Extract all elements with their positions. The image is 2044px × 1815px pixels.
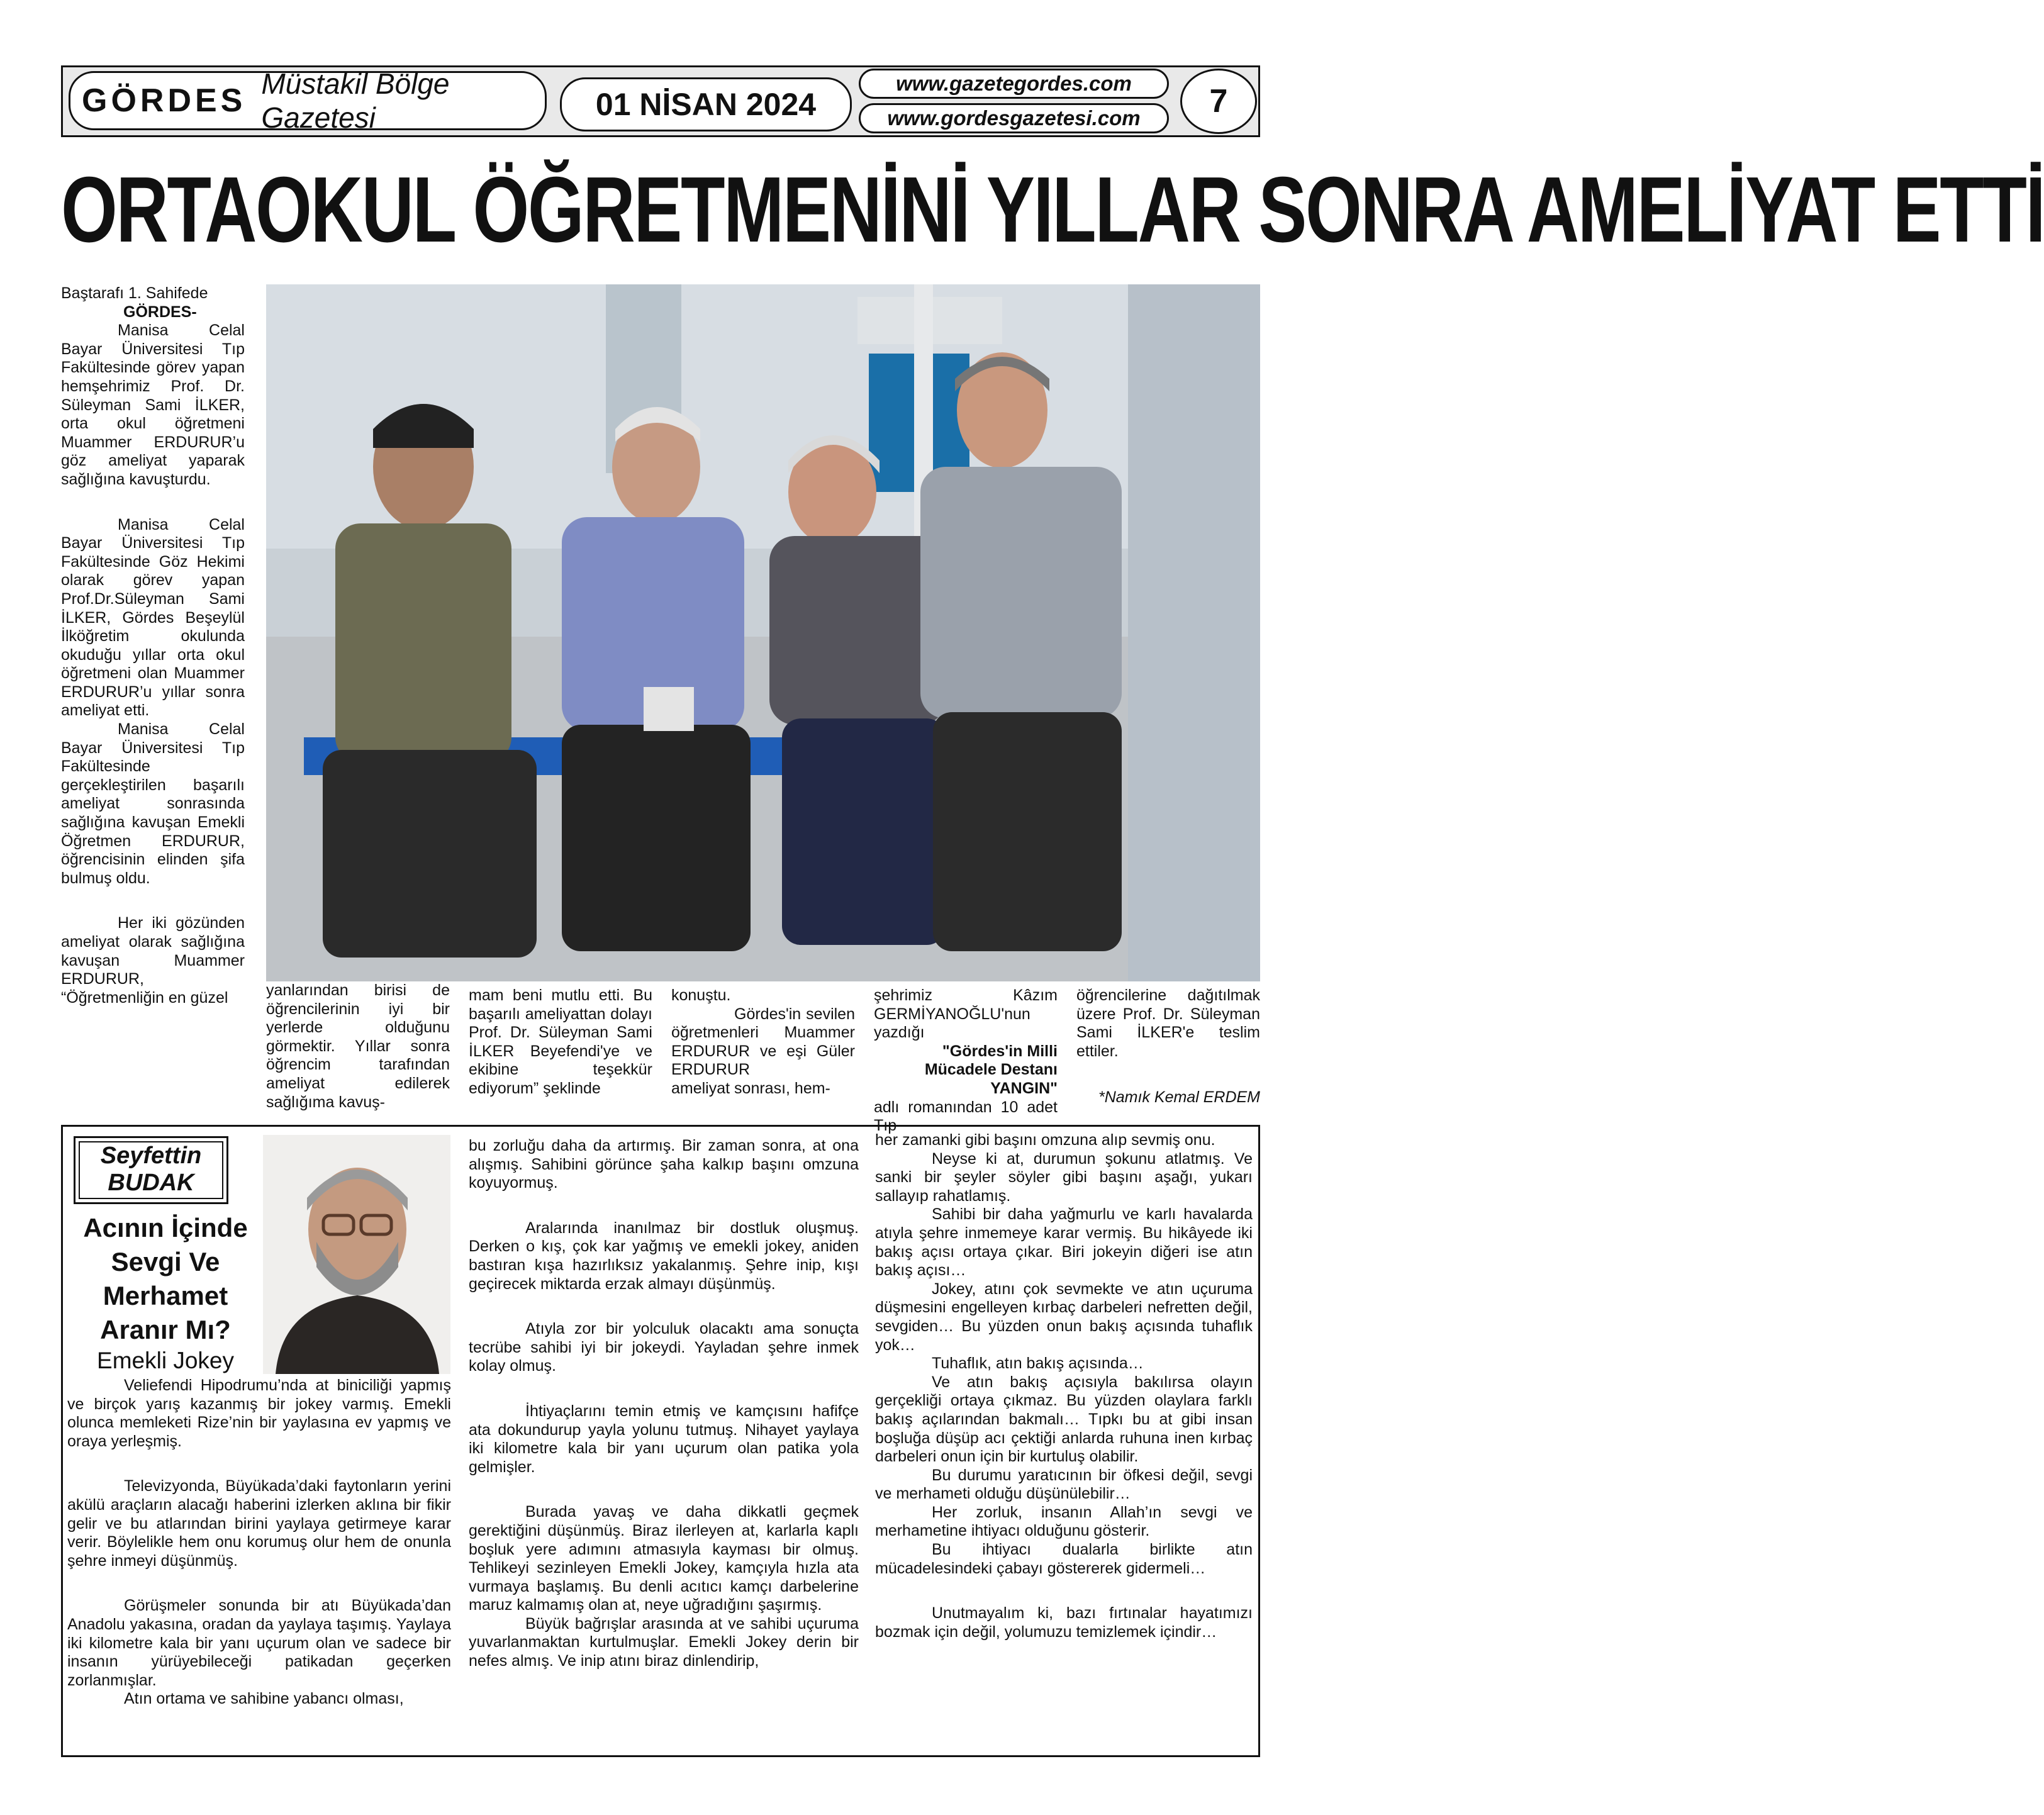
column-paragraph: Büyük bağrışlar arasında at ve sahibi uçuruma yuvarlanmaktan kurtulmuşlar. Emekli Jokey derin bir nefes almış. Ve inip atını biraz dinlendirip, (469, 1614, 859, 1670)
column-paragraph: Görüşmeler sonunda bir atı Büyükada’dan Anadolu yakasına, oradan da yaylaya taşımış. Yaylaya iki kilometre kala bir yanı uçurum olan ve sadece bir insanın yürüyebileceği patikadan geçerken zorlanmışlar. (67, 1597, 451, 1689)
article-paragraph: Her iki gözünden ameliyat olarak sağlığına kavuşan Muammer ERDURUR, “Öğretmenliğin en güzel (61, 914, 245, 1007)
columnist-first-name: Seyfettin (100, 1142, 202, 1169)
column-paragraph: Burada yavaş ve daha dikkatli geçmek gerektiğini düşünmüş. Biraz ilerleyen at, karlarla kaplı boşluk yere adımını atmasıyla kayması bir olmuş. Tehlikeyi sezinleyen Emekli Jokey, kamçıyla hızla ata vurmaya başlamış. Bu denli acıtıcı kamçı darbelerine maruz kalmamış olan at, neye uğradığını şaşırmış. (469, 1503, 859, 1614)
website-link-1[interactable]: www.gazetegordes.com (859, 69, 1169, 99)
column-paragraph: Atın ortama ve sahibine yabancı olması, (124, 1690, 404, 1708)
column-paragraph: Her zorluk, insanın Allah’ın sevgi ve merhametine ihtiyacı olduğunu gösterir. (875, 1503, 1253, 1540)
column-paragraph: Televizyonda, Büyükada’daki faytonların yerini akülü araçların alacağı haberini izlerken aklına bir fikir gelir ve bu atlarından birini yaylaya getirmeye karar verir. Böylelikle hem onu korumuş olur hem de onunla şehre inmeyi düşünmüş. (67, 1477, 451, 1570)
article-paragraph: şehrimiz Kâzım GERMİYANOĞLU'nun yazdığı (874, 986, 1058, 1042)
column-paragraph: Neyse ki at, durumun şokunu atlatmış. Ve sanki bir şeyler söyler gibi başını aşağı, yukarı sallayıp rahatlamış. (875, 1149, 1253, 1205)
columnist-last-name: BUDAK (108, 1170, 194, 1196)
column-paragraph: Unutmayalım ki, bazı fırtınalar hayatımızı bozmak için değil, yolumuzu temizlemek içindir… (875, 1604, 1253, 1641)
column-paragraph: Sahibi bir daha yağmurlu ve karlı havalarda atıyla şehre inmemeye karar vermiş. Bu hikâyede iki bakış açısı ortaya çıkar. Biri jokeyin diğeri ise atın bakış açısı… (875, 1205, 1253, 1280)
column-paragraph: Bu durumu yaratıcının bir öfkesi değil, sevgi ve merhameti olduğu düşünülebilir… (875, 1466, 1253, 1503)
masthead-name-box (69, 67, 547, 134)
column-paragraph: Atıyla zor bir yolculuk olacaktı ama sonuçta tecrübe sahibi iyi bir jokeydi. Yayladan şehre inmek kolay olmuş. (469, 1320, 859, 1375)
column-text-3 (875, 1131, 1253, 1641)
article-paragraph: ameliyat sonrası, hem- (671, 1079, 830, 1097)
issue-date: 01 NİSAN 2024 (560, 77, 852, 131)
column-paragraph: Tuhaflık, atın bakış açısında… (932, 1354, 1144, 1373)
article-paragraph: öğrencilerine dağıtılmak üzere Prof. Dr. Süleyman Sami İLKER'e teslim ettiler. (1076, 986, 1260, 1060)
column-paragraph: Jokey, atını çok sevmekte ve atın uçuruma düşmesini engelleyen kırbaç darbeleri nefretten değil, sevgiden… Bu yüzden onun bakış açısında tuhaflık yok… (875, 1280, 1253, 1354)
article-column-5 (874, 986, 1058, 1136)
newspaper-subtitle: Müstakil Bölge Gazetesi (261, 67, 450, 134)
article-column-4 (671, 986, 855, 1098)
column-title: Acının İçinde Sevgi Ve Merhamet Aranır Mı? (83, 1213, 248, 1344)
columnist-portrait (263, 1135, 450, 1374)
columnist-byline (74, 1136, 228, 1204)
article-column-3 (469, 986, 652, 1098)
four-people-photo (266, 284, 1260, 981)
article-column-2 (266, 981, 450, 1112)
dateline: GÖRDES- (123, 303, 197, 321)
column-paragraph: Veliefendi Hipodrumu’nda at biniciliği yapmış ve birçok yarış kazanmış bir jokey varmış. Emekli olunca memleketi Rize’nin bir yaylasına ev yapmış ve oraya yerleşmiş. (67, 1377, 451, 1450)
column-paragraph: bu zorluğu daha da artırmış. Bir zaman sonra, at ona alışmış. Sahibini görünce şaha kalkıp başını omzuna koyuyormuş. (469, 1137, 859, 1192)
column-paragraph: her zamanki gibi başını omzuna alıp sevmiş onu. (875, 1131, 1215, 1149)
page-number: 7 (1180, 69, 1257, 134)
article-headline: ORTAOKUL ÖĞRETMENİNİ YILLAR SONRA AMELİYAT ETTİ (61, 158, 2044, 262)
column-paragraph: Bu ihtiyacı dualarla birlikte atın mücadelesindeki çabayı göstererek gidermeli… (875, 1541, 1253, 1577)
columnist-photo (263, 1135, 450, 1374)
article-paragraph: konuştu. (671, 986, 731, 1004)
column-text-1 (67, 1377, 451, 1709)
article-paragraph: yanlarından birisi de öğrencilerinin iyi bir yerlerde olduğunu görmektir. Yıllar sonra öğrencim tarafından ameliyat edilerek sağlığıma kavuş- (266, 981, 450, 1111)
article-left-column (61, 284, 245, 1007)
article-paragraph: Manisa Celal Bayar Üniversitesi Tıp Fakültesinde görev yapan hemşehrimiz Prof. Dr. Süleyman Sami İLKER, orta okul öğretmeni Muammer ERDURUR’u göz ameliyat yaparak sağlığına kavuşturdu. (61, 321, 245, 488)
column-paragraph: Aralarında inanılmaz bir dostluk oluşmuş. Derken o kış, çok kar yağmış ve emekli jokey, aniden bastıran kışa hazırlıksız yakalanmış. Şehre inip, kışı geçirecek miktarda erzak almayı düşünmüş. (469, 1219, 859, 1293)
column-paragraph: İhtiyaçlarını temin etmiş ve kamçısını hafifçe ata dokundurup yayla yolunu tutmuş. Nihayet yaylaya iki kilometre kala bir yanı uçurum olan patika yola gelmişler. (469, 1402, 859, 1476)
column-text-2 (469, 1137, 859, 1671)
continued-from: Baştarafı 1. Sahifede (61, 284, 208, 302)
article-paragraph: adlı romanından 10 adet Tıp (874, 1098, 1058, 1135)
author-credit: *Namık Kemal ERDEM (1098, 1088, 1260, 1106)
article-paragraph: Gördes'in sevilen öğretmenleri Muammer ERDURUR ve eşi Güler ERDURUR (671, 1005, 855, 1079)
newspaper-name: GÖRDES (82, 82, 247, 119)
article-column-6 (1076, 986, 1260, 1061)
article-paragraph: Manisa Celal Bayar Üniversitesi Tıp Fakültesinde gerçekleştirilen başarılı ameliyat sonrasında sağlığına kavuşan Emekli Öğretmen ERDURUR, öğrencisinin elinden şifa bulmuş oldu. (61, 720, 245, 887)
article-paragraph: mam beni mutlu etti. Bu başarılı ameliyattan dolayı Prof. Dr. Süleyman Sami İLKER Beyefendi'ye ve ekibine teşekkür ediyorum” şeklinde (469, 986, 652, 1097)
column-paragraph: Ve atın bakış açısıyla bakılırsa olayın gerçekliği ortaya çıkmaz. Bu yüzden olaylara farklı bakış açılarından bakmalı… Tıpkı bu at gibi insan boşluğa düşüp acı çektiği anlarda ruhuna inen kırbaç darbeleri onun için bir kurtuluş olabilir. (875, 1373, 1253, 1466)
book-title: "Gördes'in Milli Mücadele Destanı YANGIN" (924, 1042, 1058, 1097)
article-paragraph: Manisa Celal Bayar Üniversitesi Tıp Fakültesinde Göz Hekimi olarak görev yapan Prof.Dr.Süleyman Sami İLKER, Gördes Beşeylül İlköğretim okulunda okuduğu yıllar orta okul öğretmeni olan Muammer ERDURUR’u yıllar sonra ameliyat etti. (61, 515, 245, 720)
website-link-2[interactable]: www.gordesgazetesi.com (859, 103, 1169, 133)
column-subtitle: Emekli Jokey (97, 1348, 234, 1373)
article-photo (266, 284, 1260, 981)
